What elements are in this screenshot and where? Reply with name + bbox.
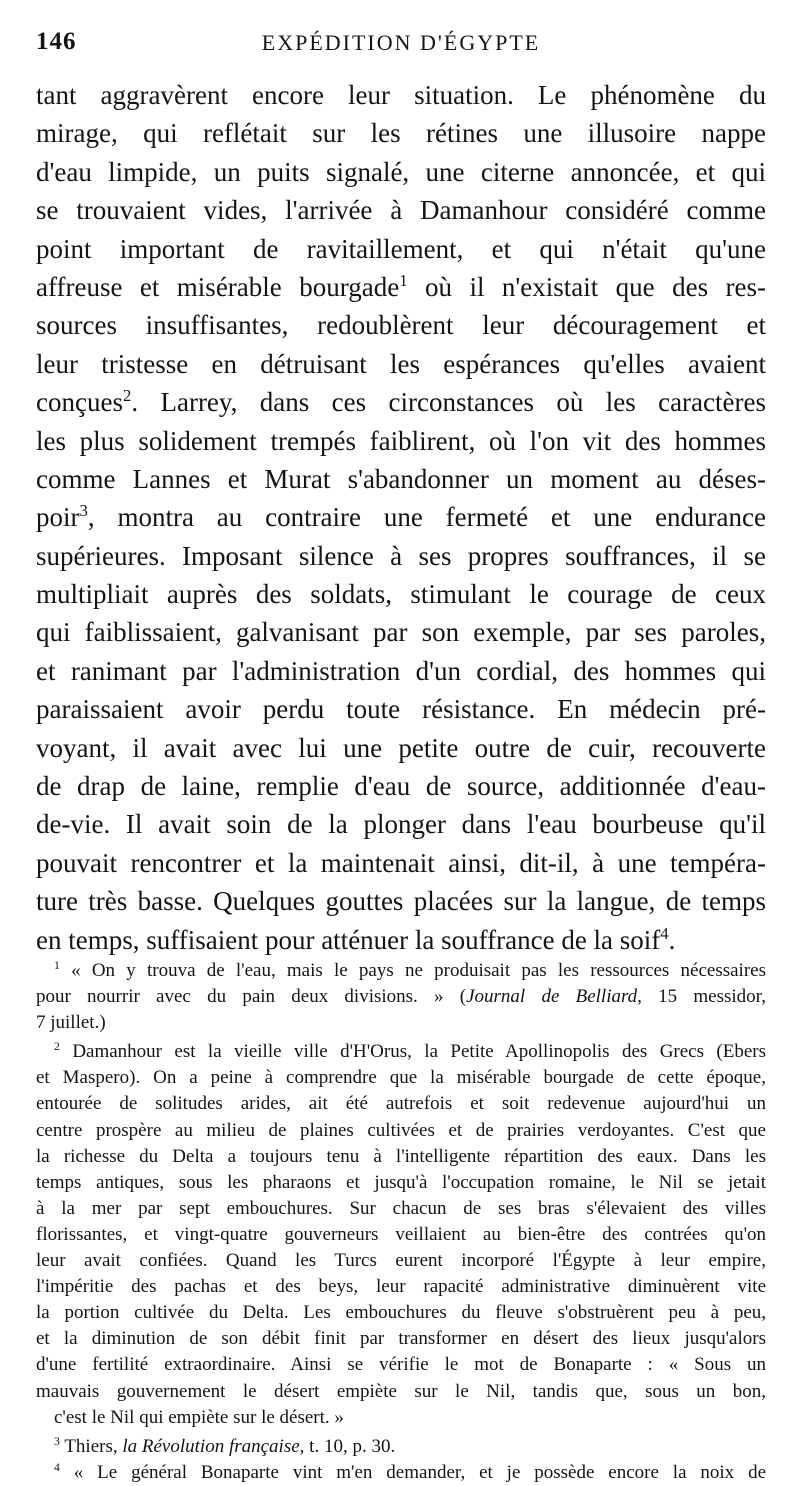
footnote-line: temps antiques, sous les pharaons et jusqu'à l'occupation romaine, le Nil se jetait	[36, 1171, 766, 1193]
body-line: ture très basse. Quelques gouttes placées sur la langue, de temps	[36, 886, 766, 917]
footnote-number: 2	[54, 1040, 60, 1054]
footnote-4	[36, 1460, 766, 1486]
footnote-number: 4	[54, 1460, 60, 1474]
footnote-citation: la Révolution française,	[122, 1435, 305, 1457]
footnote-text: t. 10, p. 30.	[304, 1435, 396, 1457]
page-number: 146	[36, 28, 77, 55]
body-line: les plus solidement trempés faiblirent, où l'on vit des hommes	[36, 425, 766, 456]
footnote-text: 15 messidor,	[641, 986, 766, 1008]
body-line: tant aggravèrent encore leur situation. Le phénomène du	[36, 80, 766, 110]
body-line: se trouvaient vides, l'arrivée à Damanhour considéré comme	[36, 195, 766, 226]
footnote-text: « Le général Bonaparte vint m'en demander, et je possède encore la noix de	[73, 1461, 766, 1483]
body-segment: conçues	[36, 387, 123, 418]
body-segment: affreuse et misérable bourgade	[36, 271, 400, 302]
footnote-line: centre prospère au milieu de plaines cultivées et de prairies verdoyantes. C'est que	[36, 1119, 766, 1141]
footnote-marker: 2	[122, 386, 132, 406]
body-segment: poir	[36, 502, 80, 533]
body-line: supérieures. Imposant silence à ses propres souffrances, il se	[36, 540, 766, 571]
footnotes	[36, 958, 766, 1486]
body-segment: . Larrey, dans ces circonstances où les caractères	[131, 387, 766, 418]
footnote-line: et Maspero). On a peine à comprendre que la misérable bourgade de cette époque,	[36, 1067, 766, 1089]
footnote-line: florissantes, et vingt-quatre gouverneurs veillaient au bien-être des contrées qu'on	[36, 1223, 766, 1245]
footnote-line: c'est le Nil qui empiète sur le désert. »	[54, 1406, 344, 1428]
footnote-text: Thiers,	[64, 1435, 123, 1457]
body-text	[36, 76, 766, 959]
body-line: de drap de laine, remplie d'eau de source, additionnée d'eau-	[36, 771, 766, 802]
footnote-marker: 3	[79, 501, 88, 521]
footnote-1	[36, 958, 766, 984]
footnote-2	[36, 1039, 766, 1065]
footnote-line: leur avait confiées. Quand les Turcs eurent incorporé l'Égypte à leur empire,	[36, 1250, 766, 1272]
footnote-marker: 1	[399, 270, 408, 290]
body-line: d'eau limpide, un puits signalé, une citerne annoncée, et qui	[36, 156, 766, 187]
body-line: leur tristesse en détruisant les espérances qu'elles avaient	[36, 348, 766, 379]
body-line: qui faiblissaient, galvanisant par son exemple, par ses paroles,	[36, 617, 766, 648]
footnote-line: et la diminution de son débit finit par transformer en désert des lieux jusqu'alors	[36, 1328, 766, 1350]
footnote-line: mauvais gouvernement le désert empiète sur le Nil, tandis que, sous un bon,	[36, 1380, 766, 1402]
footnote-3	[36, 1434, 766, 1460]
footnote-line: 7 juillet.)	[36, 1012, 106, 1034]
footnote-number: 1	[54, 958, 60, 972]
body-line: voyant, il avait avec lui une petite outre de cuir, recouverte	[36, 732, 766, 763]
body-line: point important de ravitaillement, et qui n'était qu'une	[36, 233, 766, 264]
body-line	[36, 268, 766, 306]
footnote-line: à la mer par sept embouchures. Sur chacun de ses bras s'élevaient des villes	[36, 1197, 766, 1219]
body-line: multipliait auprès des soldats, stimulant le courage de ceux	[36, 579, 766, 610]
body-segment: , montra au contraire une fermeté et une endurance	[87, 502, 766, 533]
footnote-line	[36, 984, 766, 1010]
body-segment: en temps, suffisaient pour atténuer la souffrance de la soif	[36, 924, 661, 955]
footnote-line: la portion cultivée du Delta. Les embouchures du fleuve s'obstruèrent peu à peu,	[36, 1302, 766, 1324]
running-head	[36, 28, 766, 64]
footnote-text: Damanhour est la vieille ville d'H'Orus, la Petite Apollinopolis des Grecs (Ebers	[72, 1041, 766, 1063]
body-segment: où il n'existait que des res-	[407, 271, 766, 302]
footnote-line: l'impéritie des pachas et des beys, leur rapacité administrative diminuèrent vite	[36, 1276, 766, 1298]
body-line: en temps, suffisaient pour atténuer la souffrance de la soif$^4$.	[36, 923, 676, 955]
body-line: pouvait rencontrer et la maintenait ainsi, dit-il, à une tempéra-	[36, 847, 766, 878]
body-line: de-vie. Il avait soin de la plonger dans l'eau bourbeuse qu'il	[36, 809, 766, 840]
footnote-line: la richesse du Delta a toujours tenu à l'intelligente répartition des eaux. Dans les	[36, 1145, 766, 1167]
footnote-text: pour nourrir avec du pain deux divisions. » (	[36, 986, 467, 1008]
footnote-citation: Journal de Belliard,	[466, 986, 642, 1008]
footnote-line: d'une fertilité extraordinaire. Ainsi se vérifie le mot de Bonaparte : « Sous un	[36, 1354, 766, 1376]
body-line: et ranimant par l'administration d'un cordial, des hommes qui	[36, 655, 766, 686]
body-line	[36, 498, 766, 536]
body-line: comme Lannes et Murat s'abandonner un moment au déses-	[36, 463, 766, 494]
body-line	[36, 383, 766, 421]
body-line: mirage, qui reflétait sur les rétines une illusoire nappe	[36, 118, 766, 149]
running-title: EXPÉDITION D'ÉGYPTE	[261, 30, 541, 55]
footnote-number: 3	[54, 1434, 60, 1448]
body-line: sources insuffisantes, redoublèrent leur découragement et	[36, 310, 766, 341]
footnote-line: entourée de solitudes arides, ait été autrefois et soit redevenue aujourd'hui un	[36, 1093, 766, 1115]
footnote-marker: 4	[660, 923, 669, 943]
footnote-text: « On y trouva de l'eau, mais le pays ne produisait pas les ressources nécessaires	[71, 960, 766, 981]
body-line: paraissaient avoir perdu toute résistance. En médecin pré-	[36, 694, 766, 725]
